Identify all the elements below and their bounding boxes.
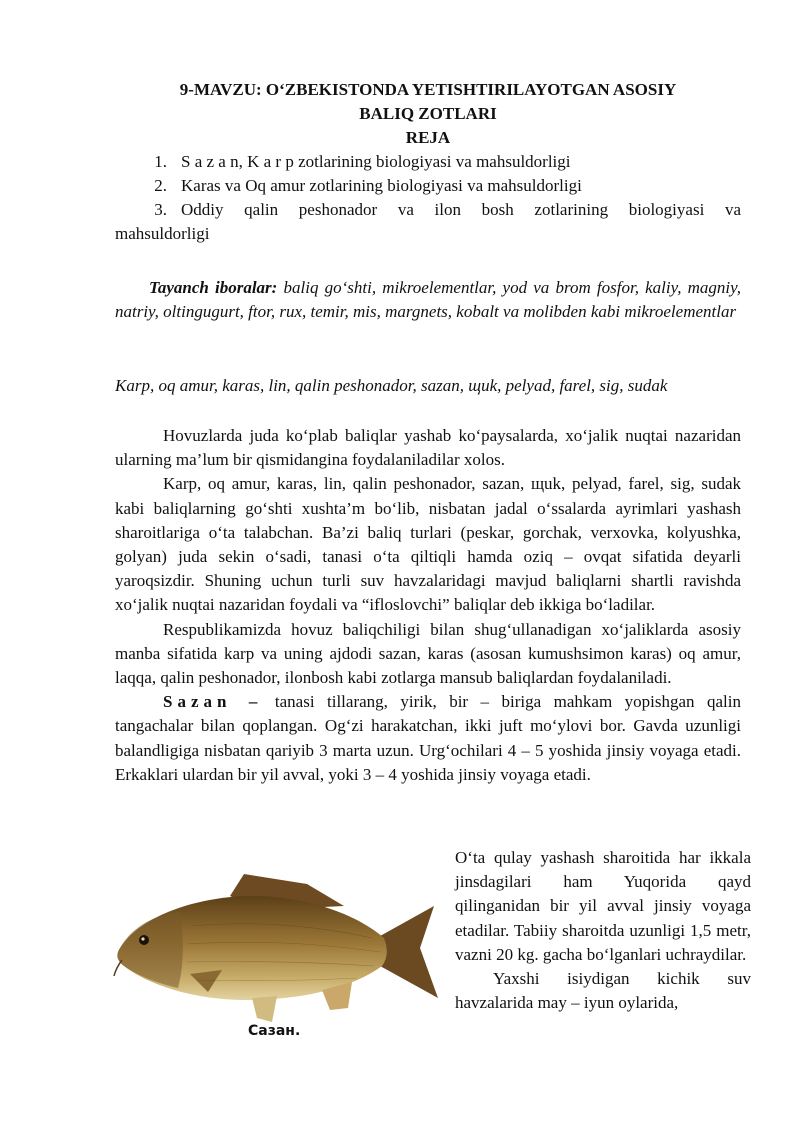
page-title [115, 78, 741, 150]
right-column-text [455, 846, 751, 1015]
paragraph: Yaxshi isiydigan kichik suv havzalarida may – iyun oylarida, [455, 969, 751, 1013]
sazan-text: tanasi tillarang, yirik, bir – biriga mahkam yopishgan qalin tangachalar bilan qoplangan. Og‘zi harakatchan, ikki juft mo‘ylovi bor. Gavda uzunligi balandligiga nisbatan qariyib 3 marta uzun. Urg‘ochilari 4 – 5 yoshida jinsiy voyaga etadi. Erkaklari ulardan bir yil avval, yoki 3 – 4 yoshida jinsiy voyaga etadi. [115, 692, 741, 784]
tail-fin [380, 906, 438, 998]
paragraph: Hovuzlarda juda ko‘plab baliqlar yashab ko‘paysalarda, xo‘jalik nuqtai nazaridan ularning ma’lum bir qismidangina foydalaniladilar xolos. [115, 426, 741, 470]
paragraph: Respublikamizda hovuz baliqchiligi bilan shug‘ullanadigan xo‘jaliklarda asosiy manba sifatida karp va uning ajdodi sazan, karas (asosan kumushsimon karas) oq amur, laqqa, qalin peshonador, ilonbosh kabi zotlarga mansub baliqlardan foydalaniladi. [115, 619, 741, 688]
pelvic-fin [252, 996, 277, 1022]
plan-item-text: S a z a n, K a r p zotlarining biologiyasi va mahsuldorligi [181, 152, 571, 171]
figure-caption: Сазан. [248, 1023, 301, 1039]
plan-item [115, 150, 741, 174]
plan-item-continuation: mahsuldorligi [115, 224, 210, 243]
species-list: Karp, oq amur, karas, lin, qalin peshonador, sazan, щuk, pelyad, farel, sig, sudak [115, 376, 668, 395]
title-line-2: BALIQ ZOTLARI [359, 104, 497, 123]
paragraph-sazan [115, 690, 741, 787]
main-text [115, 424, 741, 787]
fish-head [117, 912, 182, 988]
key-terms-label: Tayanch iboralar: [149, 278, 278, 297]
key-terms-text: baliq go‘shti, mikroelementlar, yod va brom fosfor, kaliy, magniy, natriy, oltingugurt, ftor, rux, temir, mis, margnets, kobalt va molibden kabi mikroelementlar [115, 278, 741, 321]
carp-fish-illustration [112, 866, 442, 1026]
plan-item [115, 174, 741, 198]
plan-item-number: 3. [154, 200, 167, 219]
key-terms [115, 276, 741, 324]
plan-item-text: Oddiy qalin peshonador va ilon bosh zotlarining biologiyasi va [181, 200, 741, 219]
plan-item-text: Karas va Oq amur zotlarining biologiyasi va mahsuldorligi [181, 176, 582, 195]
plan-list [115, 150, 741, 246]
plan-heading: REJA [405, 128, 451, 147]
paragraph: Karp, oq amur, karas, lin, qalin peshonador, sazan, щuk, pelyad, farel, sig, sudak kabi baliqlarning go‘shti xushta’m bo‘lib, nisbatan jadal o‘ssalarda ayrimlari yashash sharoitlariga o‘ta talabchan. Ba’zi baliq turlari (peskar, gorchak, verxovka, kolyushka, golyan) juda sekin o‘sadi, tanasi o‘ta qiltiqli hamda oziq – ovqat sifatida deyarli yaroqsizdir. Shuning uchun turli suv havzalaridagi mavjud baliqlarni shartli ravishda xo‘jalik nuqtai nazaridan foydali va “ifloslovchi” baliqlar deb ikkiga bo‘ladilar. [115, 474, 741, 615]
plan-item-number: 1. [154, 152, 167, 171]
plan-item-number: 2. [154, 176, 167, 195]
title-line-1: 9-MAVZU: O‘ZBEKISTONDA YETISHTIRILAYOTGAN ASOSIY [179, 80, 677, 99]
paragraph: O‘ta qulay yashash sharoitida har ikkala jinsdagilari ham Yuqorida qayd qilinganidan bir yil avval jinsiy voyaga etadilar. Tabiiy sharoitda uzunligi 1,5 metr, vazni 20 kg. gacha bo‘lganlari uchraydilar. [455, 848, 751, 964]
plan-item [115, 198, 741, 222]
sazan-label: Sazan – [163, 692, 263, 712]
